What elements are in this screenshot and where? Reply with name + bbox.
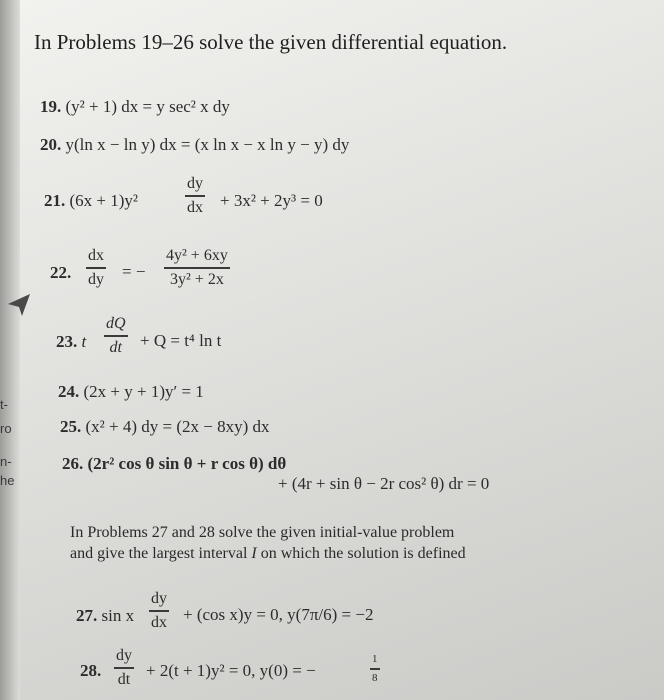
fraction-one-eighth [370,654,380,684]
problem-number: 19. [40,97,62,116]
fraction-numerator: dy [116,647,132,664]
fraction-denominator: dt [109,338,122,356]
problem-21 [44,191,138,211]
problem-number: 27. [76,606,98,625]
intro-text-b: on which the solution is defined [256,545,466,562]
problem-number: 25. [60,417,82,436]
arrow-pointer-icon [4,290,34,320]
equation-suffix: + 3x² + 2y³ = 0 [220,191,323,210]
edge-fragment-1: t- [0,397,8,412]
problem-equation: y(ln x − ln y) dx = (x ln x − x ln y − y) dy [65,135,350,154]
problem-equation: (y² + 1) dx = y sec² x dy [65,97,230,116]
problem-number: 20. [40,135,62,154]
fraction-denominator: dx [151,613,167,631]
problem-24 [58,382,204,402]
equation-prefix: sin x [101,606,135,625]
section-heading: In Problems 19–26 solve the given differential equation. [34,30,508,54]
interval-symbol: I [251,545,257,562]
fraction-numerator: dy [151,590,167,607]
left-page-edge [0,0,20,700]
fraction-dy-dt [114,648,134,688]
fraction-numerator: dx [88,247,104,264]
edge-fragment-4: he [0,473,15,488]
fraction-denominator: 3y² + 2x [170,270,224,288]
equation-prefix: t [81,332,87,351]
problem-26-line-2: + (4r + sin θ − 2r cos² θ) dr = 0 [278,474,490,493]
intro-text-a: and give the largest interval [70,545,252,562]
problem-equation: (2x + y + 1)y′ = 1 [83,382,204,401]
problem-number: 28. [80,661,102,680]
problem-19 [40,97,230,117]
problem-23 [56,332,86,352]
fraction-denominator: dx [187,198,203,216]
fraction-numerator: 1 [372,653,378,665]
equation-prefix: (6x + 1)y² [69,191,139,210]
fraction-denominator: dt [117,670,131,688]
fraction-numerator: dy [187,175,203,192]
problem-number: 23. [56,332,78,351]
fraction-dQ-dt [104,316,128,356]
problem-20 [40,135,349,155]
problem-equation: (2r² cos θ sin θ + r cos θ) dθ [87,454,287,473]
problem-number: 24. [58,382,80,401]
intro-line-1: In Problems 27 and 28 solve the given initial-value problem [70,524,455,541]
edge-fragment-3: n- [0,454,12,469]
equation-suffix: + 2(t + 1)y² = 0, y(0) = − [146,661,316,680]
problem-number: 22. [50,263,72,282]
fraction-denominator: dy [88,270,104,288]
problem-equation: (x² + 4) dy = (2x − 8xy) dx [85,417,270,436]
problem-22-number [50,263,71,283]
problem-25 [60,417,270,437]
problem-28-number [80,661,101,681]
equals-minus: = − [122,262,146,281]
fraction-dy-dx [149,591,169,631]
equation-suffix: + Q = t⁴ ln t [140,331,222,350]
problem-27 [76,606,134,626]
problem-number: 21. [44,191,66,210]
intro-line-2 [70,545,466,563]
equation-suffix: + (cos x)y = 0, y(7π/6) = −2 [183,605,374,624]
edge-fragment-2: ro [0,421,12,436]
fraction-numerator: 4y² + 6xy [166,247,228,264]
fraction-dy-dx [185,176,205,216]
problem-26-line-1 [62,454,286,474]
fraction-numerator: dQ [106,315,126,332]
problem-number: 26. [62,454,84,473]
fraction-dx-dy [86,248,106,288]
fraction-denominator: 8 [372,671,378,684]
fraction-rhs [164,248,230,288]
